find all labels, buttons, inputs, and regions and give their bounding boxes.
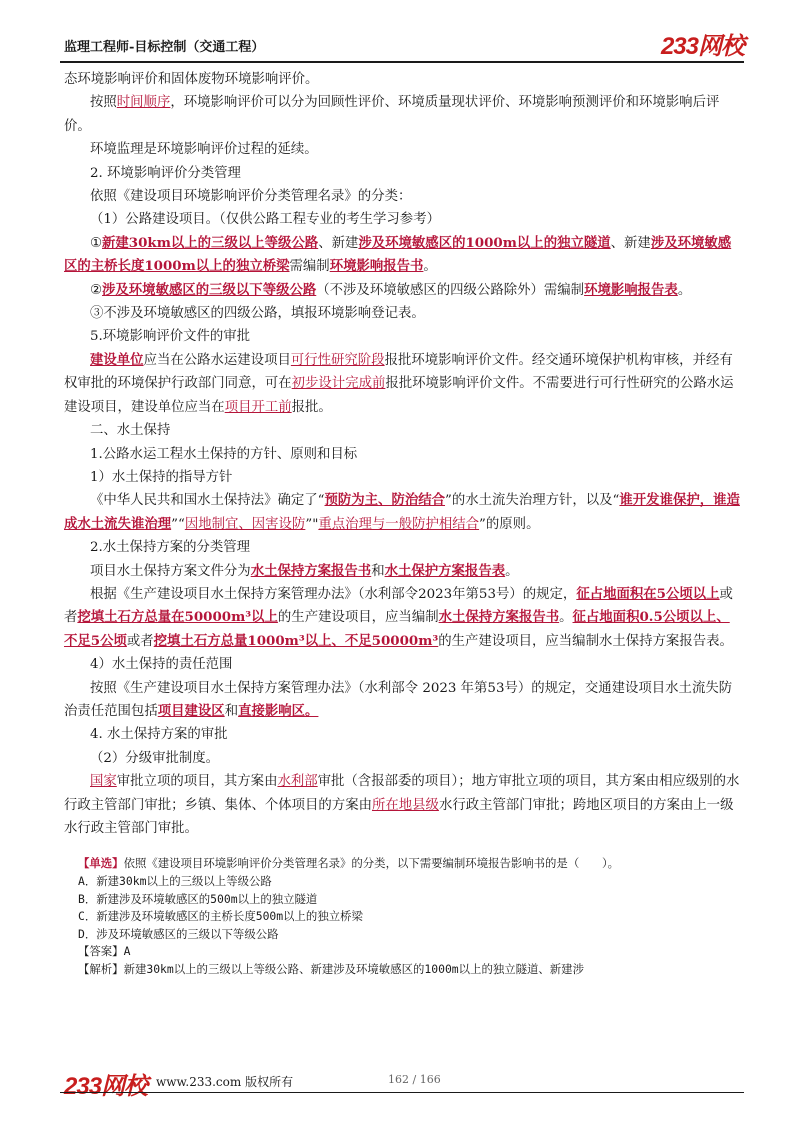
- option-b: B．新建涉及环境敏感区的500m以上的独立隧道: [78, 891, 318, 906]
- answer: 【答案】A: [78, 944, 131, 959]
- option-d: D．涉及环境敏感区的三级以下等级公路: [78, 926, 279, 941]
- paragraph: （1）公路建设项目。（仅供公路工程专业的考生学习参考）: [90, 212, 440, 228]
- section-heading: 5.环境影响评价文件的审批: [90, 329, 251, 345]
- page-header: [64, 26, 744, 58]
- paragraph: 态环境影响评价和固体废物环境影响评价。: [64, 72, 319, 87]
- section-heading: 1）水土保持的指导方针: [90, 469, 233, 485]
- paragraph: 《中华人民共和国水土保持法》确定了“预防为主、防治结合”的水土流失治理方针，以及“谁开发谁保护，谁造成水土流失谁治理”“因地制宜、因害设防”"重点治理与一般防护相结合”的原则。: [64, 492, 740, 532]
- footer-copyright: www.233.com 版权所有: [156, 1075, 294, 1089]
- document-body: [64, 68, 740, 979]
- question-block: [64, 855, 740, 978]
- analysis: 【解析】新建30km以上的三级以上等级公路、新建涉及环境敏感区的1000m以上的独立隧道、新建涉: [78, 961, 584, 976]
- paragraph: 按照时间顺序，环境影响评价可以分为回顾性评价、环境质量现状评价、环境影响预测评价和环境影响后评价。: [64, 95, 720, 134]
- question-tag: 【单选】: [78, 856, 124, 871]
- paragraph: 根据《生产建设项目水土保持方案管理办法》（水利部令2023年第53号）的规定，征占地面积在5公顷以上或者挖填土石方总量在50000m³以上的生产建设项目，应当编制水土保持方案报告书。征占地面积0.5公顷以上、不足5公顷或者挖填土石方总量1000m³以上、不足50000m³的生产建设项目，应当编制水土保持方案报告表。: [64, 585, 733, 649]
- option-c: C．新建涉及环境敏感区的主桥长度500m以上的独立桥梁: [78, 909, 363, 924]
- paragraph: 依照《建设项目环境影响评价分类管理名录》的分类：: [90, 189, 412, 205]
- section-heading: 1.公路水运工程水土保持的方针、原则和目标: [90, 446, 358, 462]
- paragraph: 按照《生产建设项目水土保持方案管理办法》（水利部令 2023 年第53号）的规定，交通建设项目水土流失防治责任范围包括项目建设区和直接影响区。: [64, 680, 733, 719]
- paragraph: 项目水土保持方案文件分为水土保持方案报告书和水土保护方案报告表。: [90, 562, 519, 579]
- brand-logo: 233网校: [660, 33, 744, 60]
- paragraph: 环境监理是环境影响评价过程的延续。: [90, 142, 318, 158]
- page-footer: [64, 1066, 744, 1100]
- header-title: 监理工程师-目标控制（交通工程）: [64, 40, 265, 55]
- section-heading: 二、水土保持: [90, 423, 171, 439]
- question-stem: 【单选】依照《建设项目环境影响评价分类管理名录》的分类，以下需要编制环境报告影响书的是（ ）。: [78, 856, 620, 871]
- section-heading: 2. 环境影响评价分类管理: [90, 165, 241, 181]
- section-heading: 4. 水土保持方案的审批: [90, 727, 228, 743]
- page-number: 162 / 166: [388, 1073, 441, 1086]
- option-a: A．新建30km以上的三级以上等级公路: [78, 874, 272, 888]
- paragraph: ①新建30km以上的三级以上等级公路、新建涉及环境敏感区的1000m以上的独立隧道、新建涉及环境敏感区的主桥长度1000m以上的独立桥梁需编制环境影响报告书。: [64, 234, 732, 275]
- paragraph: ③不涉及环境敏感区的四级公路，填报环境影响登记表。: [90, 306, 425, 322]
- section-heading: （2）分级审批制度。: [90, 750, 220, 766]
- header-divider: [60, 61, 744, 63]
- paragraph: 建设单位应当在公路水运建设项目可行性研究阶段报批环境影响评价文件。经交通环境保护机构审核，并经有权审批的环境保护行政部门同意，可在初步设计完成前报批环境影响评价文件。不需要进行可行性研究的公路水运建设项目，建设单位应当在项目开工前报批。: [64, 351, 734, 415]
- paragraph: ②涉及环境敏感区的三级以下等级公路（不涉及环境敏感区的四级公路除外）需编制环境影响报告表。: [90, 281, 692, 298]
- paragraph: 国家审批立项的项目，其方案由水利部审批（含报部委的项目）；地方审批立项的项目，其方案由相应级别的水行政主管部门审批；乡镇、集体、个体项目的方案由所在地县级水行政主管部门审批；跨地区项目的方案由上一级水行政主管部门审批。: [64, 774, 740, 836]
- section-heading: 2.水土保持方案的分类管理: [90, 540, 251, 556]
- footer-logo: 233网校: [64, 1073, 148, 1100]
- section-heading: 4）水土保持的责任范围: [90, 657, 233, 673]
- footer-divider: [60, 1092, 744, 1093]
